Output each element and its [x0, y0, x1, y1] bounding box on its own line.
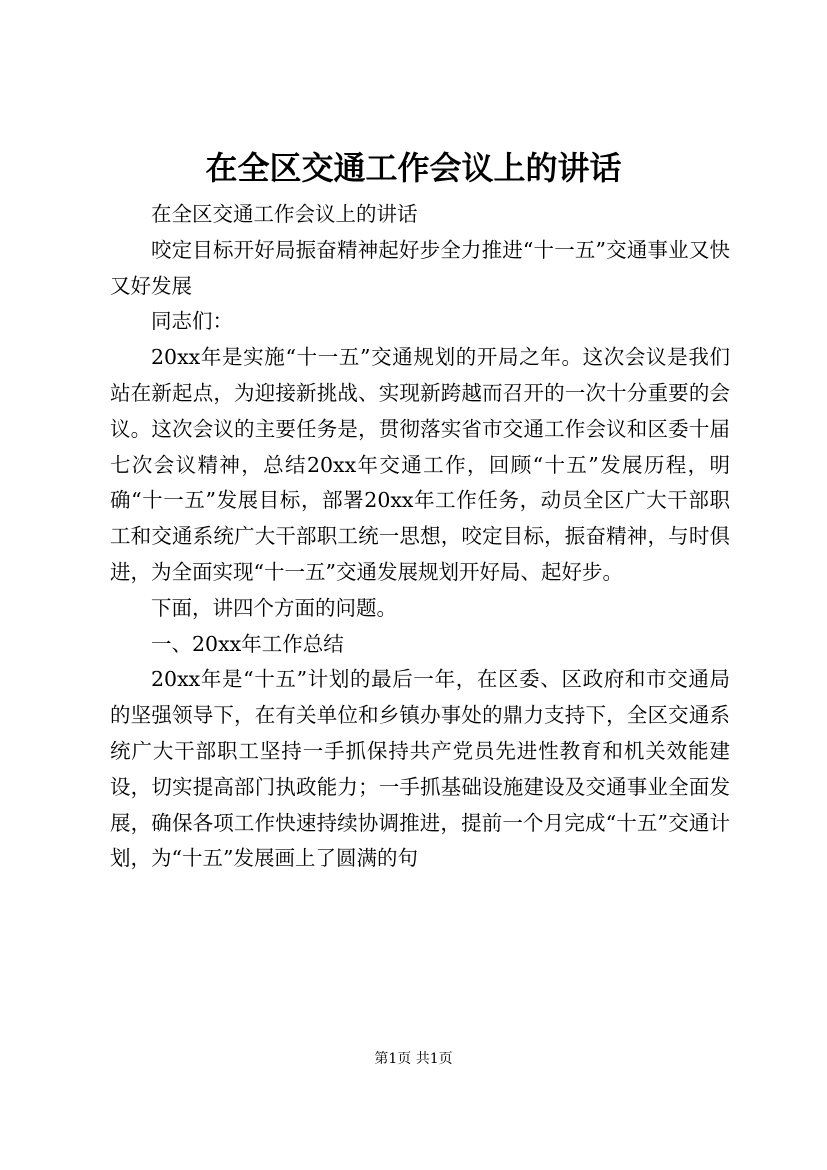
paragraph-intro: 20xx年是实施“十一五”交通规划的开局之年。这次会议是我们站在新起点，为迎接新挑战、实现新跨越而召开的一次十分重要的会议。这次会议的主要任务是，贯彻落实省市交通工作会议和区委十届七次会议精神，总结20xx年交通工作，回顾“十五”发展历程，明确“十一五”发展目标，部署20xx年工作任务，动员全区广大干部职工和交通系统广大干部职工统一思想，咬定目标，振奋精神，与时俱进，为全面实现“十一五”交通发展规划开好局、起好步。 [110, 345, 730, 584]
page-number: 第1页 共1页 [374, 1051, 453, 1067]
paragraph-heading-repeat: 在全区交通工作会议上的讲话 [151, 202, 418, 226]
document-title: 在全区交通工作会议上的讲话 [205, 149, 622, 187]
paragraph-subtitle: 咬定目标开好局振奋精神起好步全力推进“十一五”交通事业又快又好发展 [110, 237, 730, 298]
paragraph-summary: 20xx年是“十五”计划的最后一年，在区委、区政府和市交通局的坚强领导下，在有关单位和乡镇办事处的鼎力支持下，全区交通系统广大干部职工坚持一手抓保持共产党员先进性教育和机关效能建设，切实提高部门执政能力；一手抓基础设施建设及交通事业全面发展，确保各项工作快速持续协调推进，提前一个月完成“十五”交通计划，为“十五”发展画上了圆满的句 [110, 667, 730, 871]
section-heading-1: 一、20xx年工作总结 [151, 631, 344, 656]
document-body [110, 197, 730, 877]
paragraph-outline: 下面，讲四个方面的问题。 [151, 595, 397, 620]
paragraph-salutation: 同志们： [151, 309, 233, 334]
